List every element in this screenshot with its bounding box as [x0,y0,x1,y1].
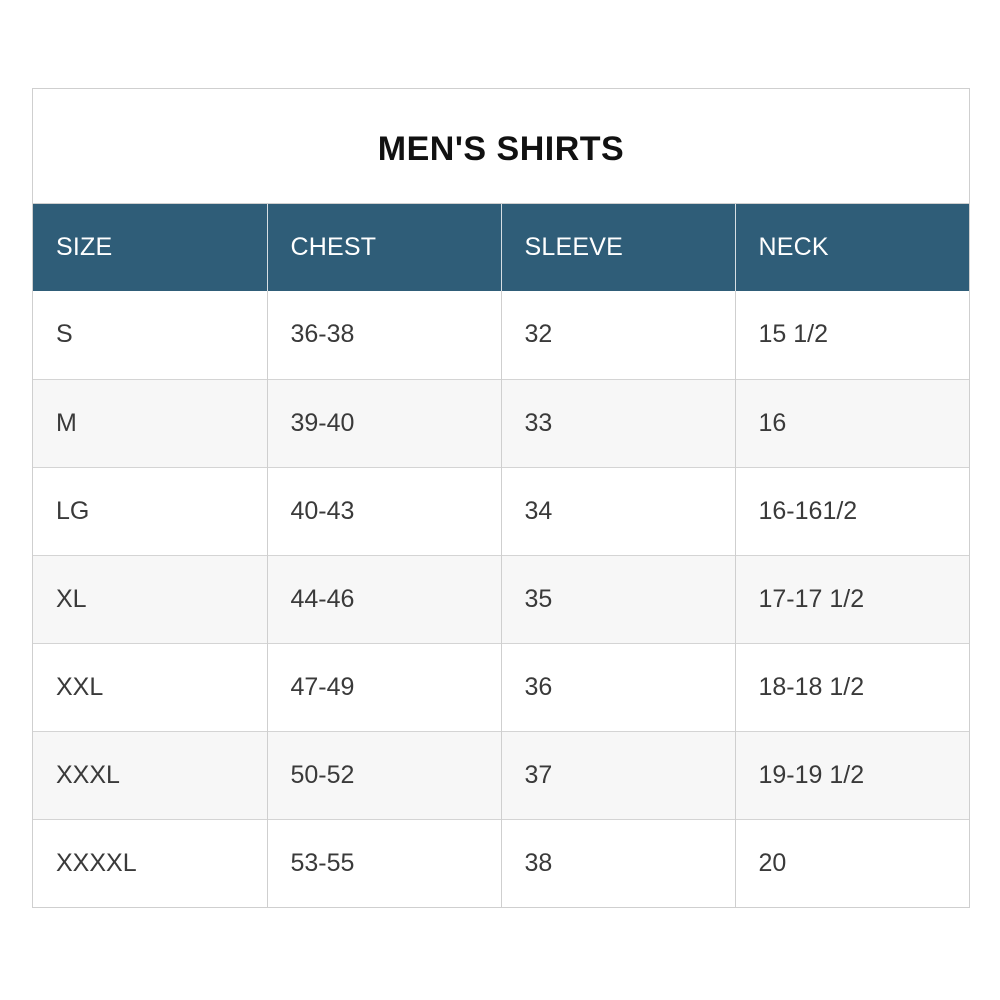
cell-chest: 50-52 [267,731,501,819]
cell-sleeve: 33 [501,379,735,467]
page-title: MEN'S SHIRTS [377,129,625,168]
column-header-size: SIZE [33,204,267,291]
cell-sleeve: 36 [501,643,735,731]
table-row [33,379,969,467]
cell-neck: 20 [735,819,969,907]
cell-size: XXXXL [33,819,267,907]
cell-sleeve: 34 [501,467,735,555]
cell-chest: 36-38 [267,291,501,379]
cell-size: S [33,291,267,379]
table-header [33,204,969,291]
cell-neck: 17-17 1/2 [735,555,969,643]
cell-neck: 18-18 1/2 [735,643,969,731]
table-row [33,819,969,907]
cell-chest: 47-49 [267,643,501,731]
cell-size: M [33,379,267,467]
cell-sleeve: 37 [501,731,735,819]
cell-sleeve: 32 [501,291,735,379]
cell-sleeve: 35 [501,555,735,643]
cell-neck: 16 [735,379,969,467]
column-header-chest: CHEST [267,204,501,291]
cell-chest: 39-40 [267,379,501,467]
cell-size: XXXL [33,731,267,819]
column-header-neck: NECK [758,233,829,261]
title-row [33,89,969,204]
cell-chest: 53-55 [267,819,501,907]
cell-neck: 15 1/2 [758,320,829,349]
size-chart [32,88,970,908]
cell-neck: 19-19 1/2 [735,731,969,819]
table-row [33,555,969,643]
cell-sleeve: 38 [501,819,735,907]
header-row [33,204,969,291]
table-row [33,731,969,819]
cell-size: LG [33,467,267,555]
column-header-sleeve: SLEEVE [501,204,735,291]
size-table [33,204,969,907]
cell-size: XXL [33,643,267,731]
table-body [33,291,969,907]
cell-neck: 16-161/2 [735,467,969,555]
cell-chest: 40-43 [267,467,501,555]
table-row [33,643,969,731]
cell-chest: 44-46 [267,555,501,643]
table-row [33,291,969,379]
table-row [33,467,969,555]
cell-size: XL [33,555,267,643]
